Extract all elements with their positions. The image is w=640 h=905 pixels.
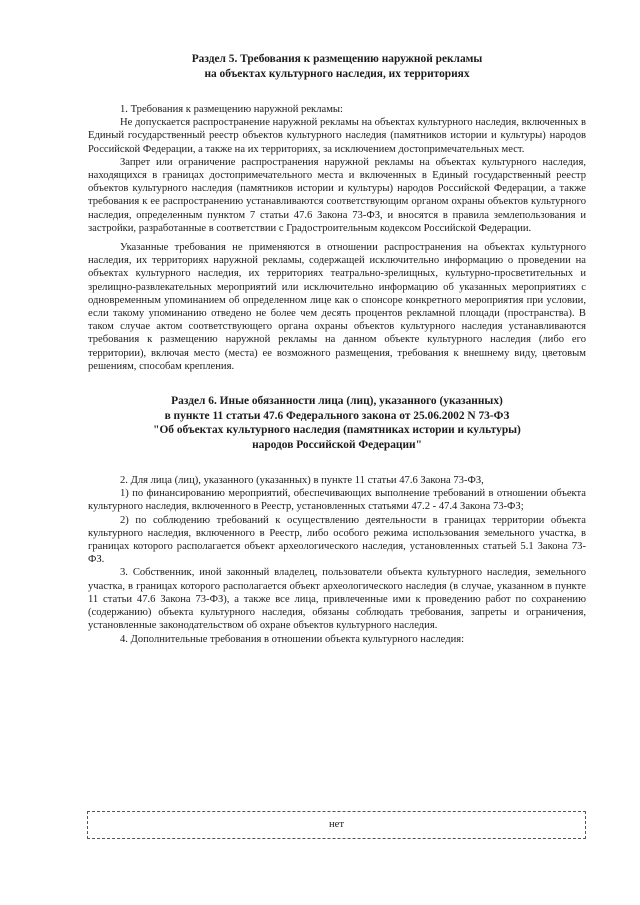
section6-heading xyxy=(88,394,586,452)
section6-heading-line4: народов Российской Федерации" xyxy=(252,438,422,451)
additional-requirements-box xyxy=(87,811,586,839)
document-body xyxy=(88,52,586,646)
section5-paragraph-1: Не допускается распространение наружной рекламы на объектах культурного наследия, включенных в Единый государственный реестр объектов культурного наследия (памятников истории и культуры) народов Российской Федерации, а также на их территориях, за исключением достопримечательных мест. xyxy=(88,117,586,155)
section6-item-2: 2. Для лица (лиц), указанного (указанных) в пункте 11 статьи 47.6 Закона 73-ФЗ, xyxy=(120,475,484,487)
section5-item1-title: 1. Требования к размещению наружной рекламы: xyxy=(120,104,343,115)
section5-heading-line1: Раздел 5. Требования к размещению наружной рекламы xyxy=(191,53,483,65)
section6-heading-line2: в пункте 11 статьи 47.6 Федерального закона от 25.06.2002 N 73-ФЗ xyxy=(164,409,510,422)
section5-heading-line2: на объектах культурного наследия, их территориях xyxy=(204,67,470,80)
section5-paragraph-2: Запрет или ограничение распространения наружной рекламы на объектах культурного наследия, находящихся в границах достопримечательного места и включенных в Единый государственный реестр объектов культурного наследия (памятников истории и культуры) народов Российской Федерации, а также требования к ее распространению устанавливаются соответствующим органом охраны объектов культурного наследия, определенным пунктом 7 статьи 47.6 Закона 73-ФЗ, и вносятся в правила землепользования и застройки, разработанные в соответствии с Градостроительным кодексом Российской Федерации. xyxy=(88,156,586,234)
section6-item-2-1: 1) по финансированию мероприятий, обеспечивающих выполнение требований в отношении объекта культурного наследия, включенного в Реестр, установленных статьями 47.2 - 47.4 Закона 73-ФЗ; xyxy=(88,488,586,513)
section6-item-2-2: 2) по соблюдению требований к осуществлению деятельности в границах территории объекта культурного наследия, включенного в Реестр, либо особого режима использования земельного участка, в границах которого располагается объект археологического наследия, установленных статьей 5.1 Закона 73-ФЗ. xyxy=(88,514,586,566)
section6-heading-line3: "Об объектах культурного наследия (памятниках истории и культуры) xyxy=(153,424,521,437)
section5-heading xyxy=(88,52,586,81)
section6-heading-line1: Раздел 6. Иные обязанности лица (лиц), указанного (указанных) xyxy=(171,395,503,408)
section6-item-4: 4. Дополнительные требования в отношении объекта культурного наследия: xyxy=(120,633,465,645)
additional-requirements-value: нет xyxy=(328,819,344,831)
section5-paragraph-3: Указанные требования не применяются в отношении распространения на объектах культурного наследия, их территориях наружной рекламы, содержащей исключительно информацию о проведении на объектах культурного наследия, их территориях театрально-зрелищных, культурно-просветительных и зрелищно-развлекательных мероприятий или исключительно информацию об указанных мероприятиях с одновременным упоминанием об определенном лице как о спонсоре конкретного мероприятия при условии, если такому упоминанию отведено не более чем десять процентов рекламной площади (пространства). В таком случае актом соответствующего органа охраны объектов культурного наследия устанавливаются требования к размещению наружной рекламы на данном объекте культурного наследия (либо его территории), включая место (места) ее возможного размещения, требования к внешнему виду, цветовым решениям, способам крепления. xyxy=(88,242,586,372)
section6-item-3: 3. Собственник, иной законный владелец, пользователи объекта культурного наследия, земельного участка, в границах которого располагается объект археологического наследия (в случае, указанном в пункте 11 статьи 47.6 Закона 73-ФЗ), а также все лица, привлеченные ими к проведению работ по сохранению (содержанию) объекта культурного наследия, обязаны соблюдать требования, запреты и ограничения, установленные законодательством об охране объектов культурного наследия. xyxy=(88,567,586,632)
